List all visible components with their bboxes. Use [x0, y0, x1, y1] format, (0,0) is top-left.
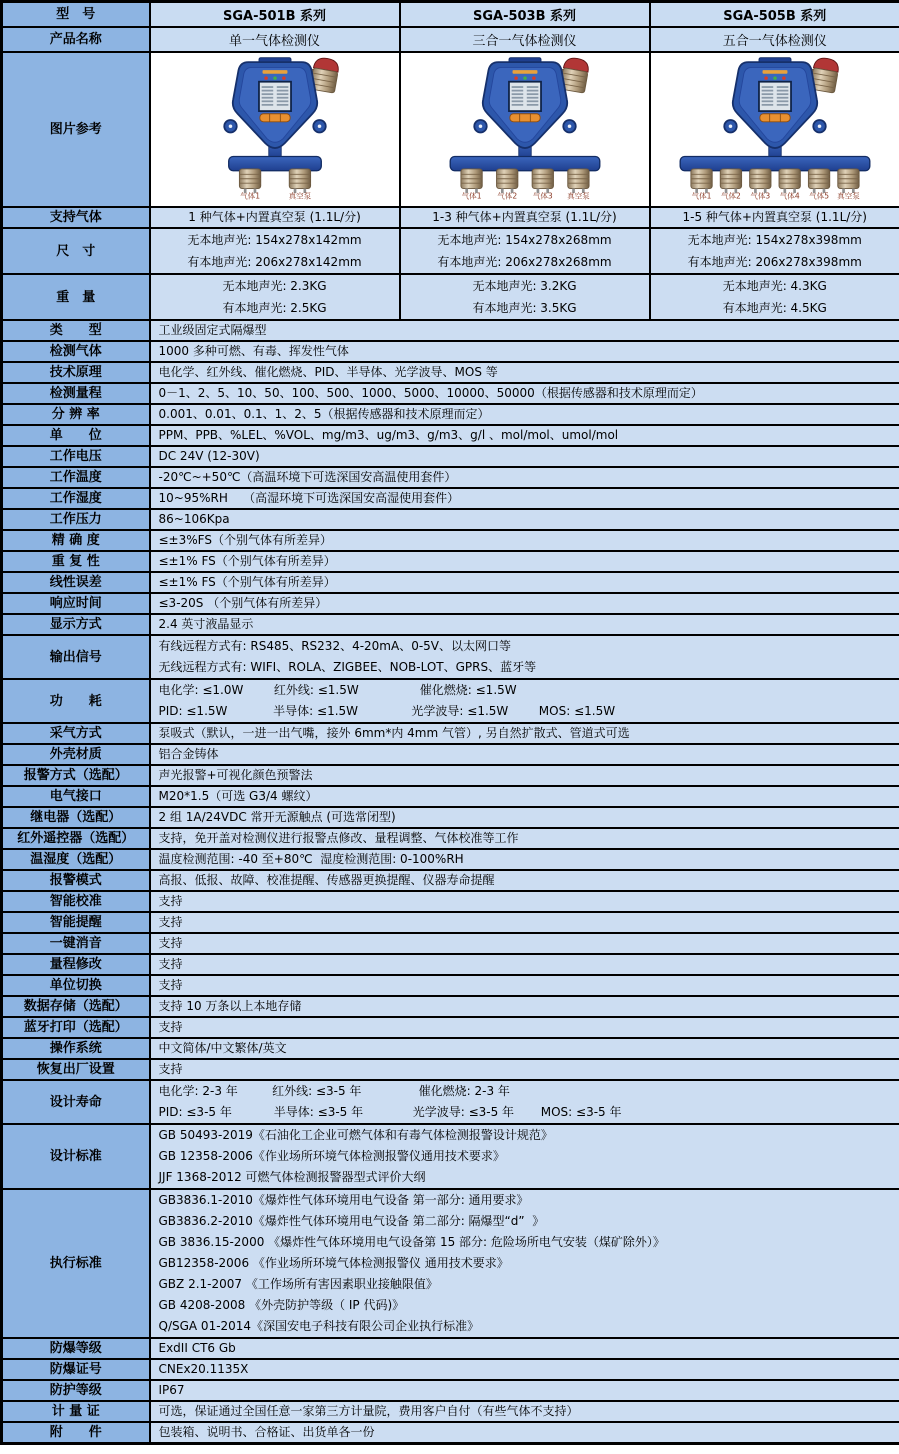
value-line: 有本地声光: 206x278x398mm	[687, 255, 862, 269]
table-row	[2, 404, 899, 425]
value-line: CNEx20.1135X	[158, 1362, 249, 1376]
value-line: ExdII CT6 Gb	[158, 1341, 236, 1355]
row-value	[150, 362, 899, 383]
product-name: 三合一气体检测仪	[400, 27, 650, 52]
table-row	[2, 425, 899, 446]
row-value	[150, 1080, 899, 1124]
row-label: 量程修改	[2, 954, 150, 975]
table-row	[2, 1189, 899, 1338]
row-value	[150, 425, 899, 446]
table-row	[2, 765, 899, 786]
row-value	[150, 1189, 899, 1338]
sensor-label: 气体5	[808, 191, 829, 201]
table-row	[2, 488, 899, 509]
row-label: 单位切换	[2, 975, 150, 996]
table-row	[2, 593, 899, 614]
image-row	[2, 52, 899, 207]
row-label: 类 型	[2, 320, 150, 341]
value-line: IP67	[158, 1383, 185, 1397]
row-label: 设计标准	[2, 1124, 150, 1189]
value-line: 支持，免开盖对检测仪进行报警点修改、量程调整、气体校准等工作	[158, 831, 519, 845]
table-row	[2, 207, 899, 228]
row-value	[150, 509, 899, 530]
row-value	[150, 1380, 899, 1401]
value-line: 0.001、0.01、0.1、1、2、5（根据传感器和技术原理而定）	[158, 407, 490, 421]
table-row	[2, 679, 899, 723]
value-line: 无线远程方式有: WIFI、ROLA、ZIGBEE、NOB-LOT、GPRS、蓝牙等	[158, 660, 537, 674]
row-label: 工作温度	[2, 467, 150, 488]
row-value	[150, 849, 899, 870]
value-line: 支持 10 万条以上本地存储	[158, 999, 302, 1013]
row-value	[400, 228, 650, 274]
row-label: 恢复出厂设置	[2, 1059, 150, 1080]
table-row	[2, 551, 899, 572]
row-value	[650, 228, 899, 274]
value-line: 有线远程方式有: RS485、RS232、4-20mA、0-5V、以太网口等	[158, 639, 512, 653]
row-label: 继电器（选配）	[2, 807, 150, 828]
row-label: 尺 寸	[2, 228, 150, 274]
row-value	[150, 1124, 899, 1189]
value-line: 高报、低报、故障、校准提醒、传感器更换提醒、仪器寿命提醒	[158, 873, 495, 887]
sensor-cylinder-icon	[837, 169, 860, 200]
table-row	[2, 320, 899, 341]
table-row	[2, 1038, 899, 1059]
row-value	[150, 1401, 899, 1422]
row-value	[150, 551, 899, 572]
value-line: ≤±3%FS（个别气体有所差异）	[158, 533, 332, 547]
row-label: 防爆证号	[2, 1359, 150, 1380]
row-label: 分 辨 率	[2, 404, 150, 425]
product-name: 五合一气体检测仪	[650, 27, 899, 52]
value-line: 2.4 英寸液晶显示	[158, 617, 254, 631]
table-row	[2, 1401, 899, 1422]
row-value	[150, 765, 899, 786]
device-illustration	[405, 55, 645, 201]
row-label: 精 确 度	[2, 530, 150, 551]
value-line: GB 3836.15-2000 《爆炸性气体环境用电气设备第 15 部分: 危险场所电气安装（煤矿除外）》	[158, 1235, 665, 1249]
device-buttons	[509, 114, 539, 122]
row-label: 报警方式（选配）	[2, 765, 150, 786]
row-label: 工作电压	[2, 446, 150, 467]
row-label: 智能提醒	[2, 912, 150, 933]
table-row	[2, 509, 899, 530]
row-value	[650, 274, 899, 320]
row-value	[150, 807, 899, 828]
sensor-label: 气体3	[750, 191, 771, 201]
row-label: 检测气体	[2, 341, 150, 362]
sensor-cylinder-icon	[808, 169, 829, 200]
table-row	[2, 572, 899, 593]
table-row	[2, 274, 899, 320]
row-value	[150, 975, 899, 996]
table-row	[2, 1124, 899, 1189]
row-value	[150, 954, 899, 975]
value-line: 电化学: ≤1.0W 红外线: ≤1.5W 催化燃烧: ≤1.5W	[158, 683, 517, 697]
row-label: 技术原理	[2, 362, 150, 383]
row-value	[150, 228, 400, 274]
value-line: GB3836.2-2010《爆炸性气体环境用电气设备 第二部分: 隔爆型“d” 》	[158, 1214, 545, 1228]
row-value	[150, 723, 899, 744]
table-row	[2, 912, 899, 933]
value-line: 1000 多种可燃、有毒、挥发性气体	[158, 344, 349, 358]
value-line: 工业级固定式隔爆型	[158, 323, 267, 337]
value-line: JJF 1368-2012 可燃气体检测报警器型式评价大纲	[158, 1170, 426, 1184]
row-value	[150, 1422, 899, 1444]
value-line: 可选，保证通过全国任意一家第三方计量院，费用客户自付（有些气体不支持）	[158, 1404, 579, 1418]
row-label: 数据存储（选配）	[2, 996, 150, 1017]
row-label: 一键消音	[2, 933, 150, 954]
value-line: 包装箱、说明书、合格证、出货单各一份	[158, 1425, 375, 1439]
table-row	[2, 446, 899, 467]
value-line: 有本地声光: 4.5KG	[722, 301, 827, 315]
row-label: 蓝牙打印（选配）	[2, 1017, 150, 1038]
row-value	[150, 1359, 899, 1380]
table-row	[2, 1380, 899, 1401]
value-line: 电化学、红外线、催化燃烧、PID、半导体、光学波导、MOS 等	[158, 365, 498, 379]
row-label: 红外遥控器（选配）	[2, 828, 150, 849]
value-line: ≤±1% FS（个别气体有所差异）	[158, 575, 336, 589]
device-image-cell	[150, 52, 400, 207]
device-illustration	[655, 55, 895, 201]
row-label: 温湿度（选配）	[2, 849, 150, 870]
row-label: 工作湿度	[2, 488, 150, 509]
table-row	[2, 933, 899, 954]
row-value	[650, 207, 899, 228]
row-label: 图片参考	[2, 52, 150, 207]
row-value	[150, 467, 899, 488]
value-line: PID: ≤1.5W 半导体: ≤1.5W 光学波导: ≤1.5W MOS: ≤1.5W	[158, 704, 616, 718]
table-row	[2, 1017, 899, 1038]
value-line: ≤3-20S （个别气体有所差异）	[158, 596, 328, 610]
value-line: 无本地声光: 154x278x398mm	[687, 233, 862, 247]
value-line: 无本地声光: 3.2KG	[472, 279, 577, 293]
row-label: 防护等级	[2, 1380, 150, 1401]
table-row	[2, 954, 899, 975]
sensor-cylinder-icon	[749, 169, 770, 200]
row-value	[150, 446, 899, 467]
table-row	[2, 786, 899, 807]
value-line: 电化学: 2-3 年 红外线: ≤3-5 年 催化燃烧: 2-3 年	[158, 1084, 510, 1098]
row-label: 型 号	[2, 2, 150, 28]
detector-head-icon	[474, 58, 575, 148]
sensor-cylinder-icon	[496, 169, 517, 200]
sensor-cylinder-icon	[239, 169, 260, 200]
table-row	[2, 723, 899, 744]
product-name-row	[2, 27, 899, 52]
row-label: 检测量程	[2, 383, 150, 404]
table-row	[2, 362, 899, 383]
row-value	[150, 530, 899, 551]
row-label: 功 耗	[2, 679, 150, 723]
value-line: 声光报警+可视化颜色预警法	[158, 768, 313, 782]
value-line: 10~95%RH （高湿环境下可选深国安高湿使用套件）	[158, 491, 460, 505]
row-value	[150, 828, 899, 849]
row-label: 执行标准	[2, 1189, 150, 1338]
row-value	[400, 207, 650, 228]
value-line: 有本地声光: 206x278x142mm	[187, 255, 362, 269]
row-value	[150, 614, 899, 635]
row-value	[150, 593, 899, 614]
model-header-row	[2, 2, 899, 28]
value-line: 1-5 种气体+内置真空泵 (1.1L/分)	[682, 210, 867, 224]
sensor-label: 气体2	[496, 191, 517, 201]
row-label: 重 复 性	[2, 551, 150, 572]
table-row	[2, 467, 899, 488]
value-line: 1-3 种气体+内置真空泵 (1.1L/分)	[432, 210, 617, 224]
row-label: 支持气体	[2, 207, 150, 228]
value-line: GB3836.1-2010《爆炸性气体环境用电气设备 第一部分: 通用要求》	[158, 1193, 529, 1207]
value-line: 无本地声光: 2.3KG	[222, 279, 327, 293]
sensor-label: 气体3	[532, 191, 553, 201]
row-label: 附 件	[2, 1422, 150, 1444]
row-value	[150, 1038, 899, 1059]
device-screen	[508, 82, 540, 111]
table-row	[2, 975, 899, 996]
row-value	[150, 572, 899, 593]
model-name: SGA-501B 系列	[150, 2, 400, 28]
detector-head-icon	[224, 58, 325, 148]
value-line: -20℃~+50℃（高温环境下可选深国安高温使用套件）	[158, 470, 457, 484]
row-value	[150, 891, 899, 912]
value-line: GB 4208-2008 《外壳防护等级（ IP 代码)》	[158, 1298, 405, 1312]
row-value	[150, 679, 899, 723]
value-line: M20*1.5（可选 G3/4 螺纹）	[158, 789, 318, 803]
row-label: 操作系统	[2, 1038, 150, 1059]
value-line: 有本地声光: 2.5KG	[222, 301, 327, 315]
device-illustration	[155, 55, 395, 201]
table-row	[2, 383, 899, 404]
table-row	[2, 530, 899, 551]
row-label: 响应时间	[2, 593, 150, 614]
value-line: ≤±1% FS（个别气体有所差异）	[158, 554, 336, 568]
row-label: 设计寿命	[2, 1080, 150, 1124]
table-row	[2, 228, 899, 274]
table-row	[2, 828, 899, 849]
value-line: 支持	[158, 1020, 183, 1034]
table-row	[2, 341, 899, 362]
model-name: SGA-505B 系列	[650, 2, 899, 28]
table-row	[2, 849, 899, 870]
sensor-cylinder-icon	[288, 169, 311, 200]
sensor-cylinder-icon	[567, 169, 590, 200]
value-line: 0－1、2、5、10、50、100、500、1000、5000、10000、50000（根据传感器和技术原理而定）	[158, 386, 703, 400]
row-value	[150, 207, 400, 228]
device-image-cell	[400, 52, 650, 207]
sensor-label: 气体1	[239, 191, 260, 201]
device-buttons	[760, 114, 790, 122]
value-line: 铝合金铸体	[158, 747, 219, 761]
table-row	[2, 744, 899, 765]
value-line: 温度检测范围: -40 至+80℃ 湿度检测范围: 0-100%RH	[158, 852, 464, 866]
value-line: 支持	[158, 957, 183, 971]
detector-head-icon	[724, 58, 825, 148]
value-line: Q/SGA 01-2014《深国安电子科技有限公司企业执行标准》	[158, 1319, 480, 1333]
device-buttons	[259, 114, 289, 122]
row-value	[150, 1338, 899, 1359]
table-row	[2, 891, 899, 912]
sensor-label: 气体4	[779, 191, 800, 201]
value-line: 支持	[158, 978, 183, 992]
row-label: 显示方式	[2, 614, 150, 635]
table-row	[2, 996, 899, 1017]
device-image-cell	[650, 52, 899, 207]
value-line: GB12358-2006 《作业场所环境气体检测报警仪 通用技术要求》	[158, 1256, 509, 1270]
row-value	[150, 933, 899, 954]
value-line: GBZ 2.1-2007 《工作场所有害因素职业接触限值》	[158, 1277, 438, 1291]
product-name: 单一气体检测仪	[150, 27, 400, 52]
row-value	[150, 635, 899, 679]
row-value	[150, 912, 899, 933]
value-line: 支持	[158, 915, 183, 929]
row-label: 工作压力	[2, 509, 150, 530]
row-label: 线性误差	[2, 572, 150, 593]
table-row	[2, 870, 899, 891]
table-row	[2, 614, 899, 635]
value-line: 86~106Kpa	[158, 512, 230, 526]
row-label: 采气方式	[2, 723, 150, 744]
row-label: 输出信号	[2, 635, 150, 679]
row-label: 智能校准	[2, 891, 150, 912]
value-line: DC 24V (12-30V)	[158, 449, 260, 463]
sensor-cylinder-icon	[720, 169, 741, 200]
row-value	[150, 404, 899, 425]
sensor-label: 气体1	[691, 191, 712, 201]
row-value	[150, 786, 899, 807]
row-label: 防爆等级	[2, 1338, 150, 1359]
value-line: GB 50493-2019《石油化工企业可燃气体和有毒气体检测报警设计规范》	[158, 1128, 553, 1142]
row-value	[150, 274, 400, 320]
value-line: 支持	[158, 936, 183, 950]
table-row	[2, 635, 899, 679]
table-row	[2, 1338, 899, 1359]
row-value	[150, 870, 899, 891]
value-line: PPM、PPB、%LEL、%VOL、mg/m3、ug/m3、g/m3、g/l 、mol/mol、umol/mol	[158, 428, 619, 442]
row-value	[150, 488, 899, 509]
sensor-label: 真空泵	[836, 191, 860, 201]
row-label: 报警模式	[2, 870, 150, 891]
row-label: 外壳材质	[2, 744, 150, 765]
row-value	[150, 744, 899, 765]
value-line: 有本地声光: 206x278x268mm	[437, 255, 612, 269]
value-line: 支持	[158, 894, 183, 908]
sensor-cylinder-icon	[691, 169, 712, 200]
row-label: 单 位	[2, 425, 150, 446]
table-row	[2, 807, 899, 828]
row-value	[150, 341, 899, 362]
value-line: 2 组 1A/24VDC 常开无源触点 (可选常闭型)	[158, 810, 396, 824]
value-line: 支持	[158, 1062, 183, 1076]
table-row	[2, 1359, 899, 1380]
value-line: 无本地声光: 4.3KG	[722, 279, 827, 293]
value-line: GB 12358-2006《作业场所环境气体检测报警仪通用技术要求》	[158, 1149, 505, 1163]
row-value	[150, 996, 899, 1017]
model-name: SGA-503B 系列	[400, 2, 650, 28]
value-line: 中文简体/中文繁体/英文	[158, 1041, 287, 1055]
row-value	[150, 1059, 899, 1080]
sensor-label: 真空泵	[288, 191, 311, 201]
device-screen	[759, 82, 791, 111]
device-screen	[258, 82, 290, 111]
value-line: 无本地声光: 154x278x268mm	[437, 233, 612, 247]
row-label: 重 量	[2, 274, 150, 320]
row-label: 计 量 证	[2, 1401, 150, 1422]
row-value	[400, 274, 650, 320]
row-value	[150, 320, 899, 341]
sensor-label: 气体1	[461, 191, 482, 201]
row-label: 电气接口	[2, 786, 150, 807]
table-row	[2, 1422, 899, 1444]
sensor-cylinder-icon	[779, 169, 800, 200]
value-line: 1 种气体+内置真空泵 (1.1L/分)	[188, 210, 361, 224]
row-value	[150, 1017, 899, 1038]
row-label: 产品名称	[2, 27, 150, 52]
value-line: 泵吸式（默认，一进一出气嘴，接外 6mm*内 4mm 气管）, 另自然扩散式、管道式可选	[158, 726, 630, 740]
sensor-label: 真空泵	[566, 191, 590, 201]
sensor-label: 气体2	[720, 191, 741, 201]
row-value	[150, 383, 899, 404]
sensor-cylinder-icon	[532, 169, 553, 200]
sensor-cylinder-icon	[460, 169, 481, 200]
value-line: PID: ≤3-5 年 半导体: ≤3-5 年 光学波导: ≤3-5 年 MOS: ≤3-5 年	[158, 1105, 622, 1119]
value-line: 有本地声光: 3.5KG	[472, 301, 577, 315]
value-line: 无本地声光: 154x278x142mm	[187, 233, 362, 247]
table-row	[2, 1059, 899, 1080]
table-row	[2, 1080, 899, 1124]
